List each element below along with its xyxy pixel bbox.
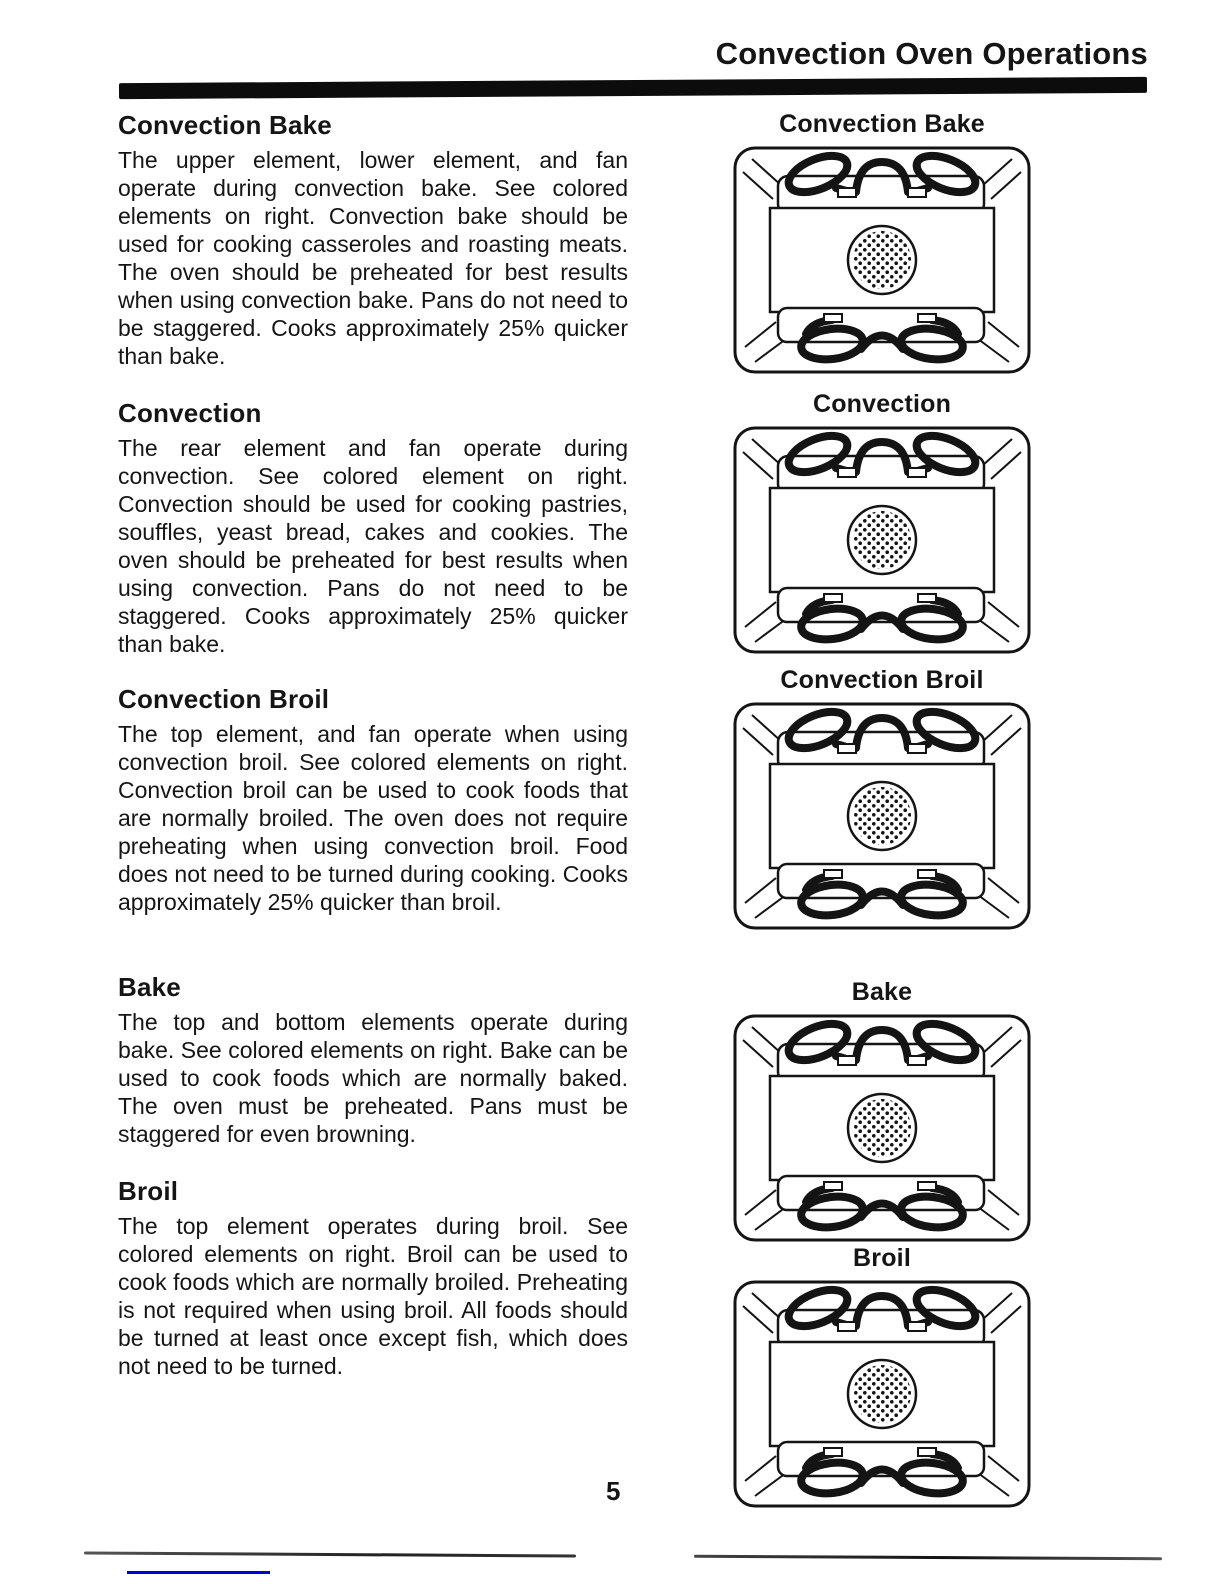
oven-cavity-drawing bbox=[732, 1278, 1032, 1510]
oven-cavity-drawing bbox=[732, 1012, 1032, 1244]
section-heading: Broil bbox=[118, 1176, 179, 1206]
section-body: The rear element and fan operate during convection. See colored element on right. Convection should be used for cooking pastries, souffles, yeast bread, cakes and cookies. The oven should be preheated for best results when using convection. Pans do not need to be staggered. Cooks approximately 25% quicker than bake. bbox=[118, 435, 628, 657]
section-heading: Convection Bake bbox=[118, 110, 332, 140]
convection-fan-icon bbox=[848, 226, 916, 294]
diagram-label: Broil bbox=[853, 1244, 911, 1272]
oven-diagram-convection-broil bbox=[712, 666, 1052, 932]
header-rule bbox=[119, 77, 1147, 99]
convection-fan-icon bbox=[848, 782, 916, 850]
oven-diagram-convection bbox=[712, 390, 1052, 656]
section-heading: Convection Broil bbox=[118, 684, 330, 714]
section-heading: Bake bbox=[118, 972, 181, 1002]
convection-fan-icon bbox=[848, 1094, 916, 1162]
section-body: The top element, and fan operate when using convection broil. See colored elements on right. Convection broil can be used to cook foods that are normally broiled. The oven does not require preheating when using convection broil. Food does not need to be turned during cooking. Cooks approximately 25% quicker than broil. bbox=[118, 721, 628, 915]
section-body: The top and bottom elements operate during bake. See colored elements on right. Bake can be used to cook foods which are normally baked. The oven must be preheated. Pans must be staggered for even browning. bbox=[118, 1009, 628, 1147]
oven-diagram-convection-bake bbox=[712, 110, 1052, 376]
diagram-label: Convection bbox=[812, 390, 952, 418]
page-number: 5 bbox=[606, 1476, 621, 1506]
convection-fan-icon bbox=[848, 506, 916, 574]
scan-artifact-line bbox=[84, 1551, 576, 1557]
link-underline-artifact bbox=[127, 1571, 270, 1574]
section-broil bbox=[118, 1176, 628, 1380]
section-body: The top element operates during broil. See colored elements on right. Broil can be used to cook foods which are normally broiled. Preheating is not required when using broil. All foods should be turned at least once except fish, which does not need to be turned. bbox=[118, 1213, 628, 1379]
diagram-label: Convection Bake bbox=[779, 110, 985, 138]
oven-diagram-bake bbox=[712, 978, 1052, 1244]
diagram-label: Convection Broil bbox=[780, 666, 984, 694]
page-title: Convection Oven Operations bbox=[715, 36, 1148, 71]
section-bake bbox=[118, 972, 628, 1148]
convection-fan-icon bbox=[848, 1360, 916, 1428]
oven-cavity-drawing bbox=[732, 700, 1032, 932]
scan-artifact-line bbox=[694, 1555, 1162, 1560]
oven-cavity-drawing bbox=[732, 144, 1032, 376]
diagram-label: Bake bbox=[851, 978, 913, 1006]
oven-diagram-broil bbox=[712, 1244, 1052, 1510]
section-convection-broil bbox=[118, 684, 628, 916]
oven-cavity-drawing bbox=[732, 424, 1032, 656]
section-convection bbox=[118, 398, 628, 658]
section-heading: Convection bbox=[118, 398, 262, 428]
section-convection-bake bbox=[118, 110, 628, 370]
section-body: The upper element, lower element, and fan operate during convection bake. See colored elements on right. Convection bake should be used for cooking casseroles and roasting meats. The oven should be preheated for best results when using convection bake. Pans do not need to be staggered. Cooks approximately 25% quicker than bake. bbox=[118, 147, 628, 369]
